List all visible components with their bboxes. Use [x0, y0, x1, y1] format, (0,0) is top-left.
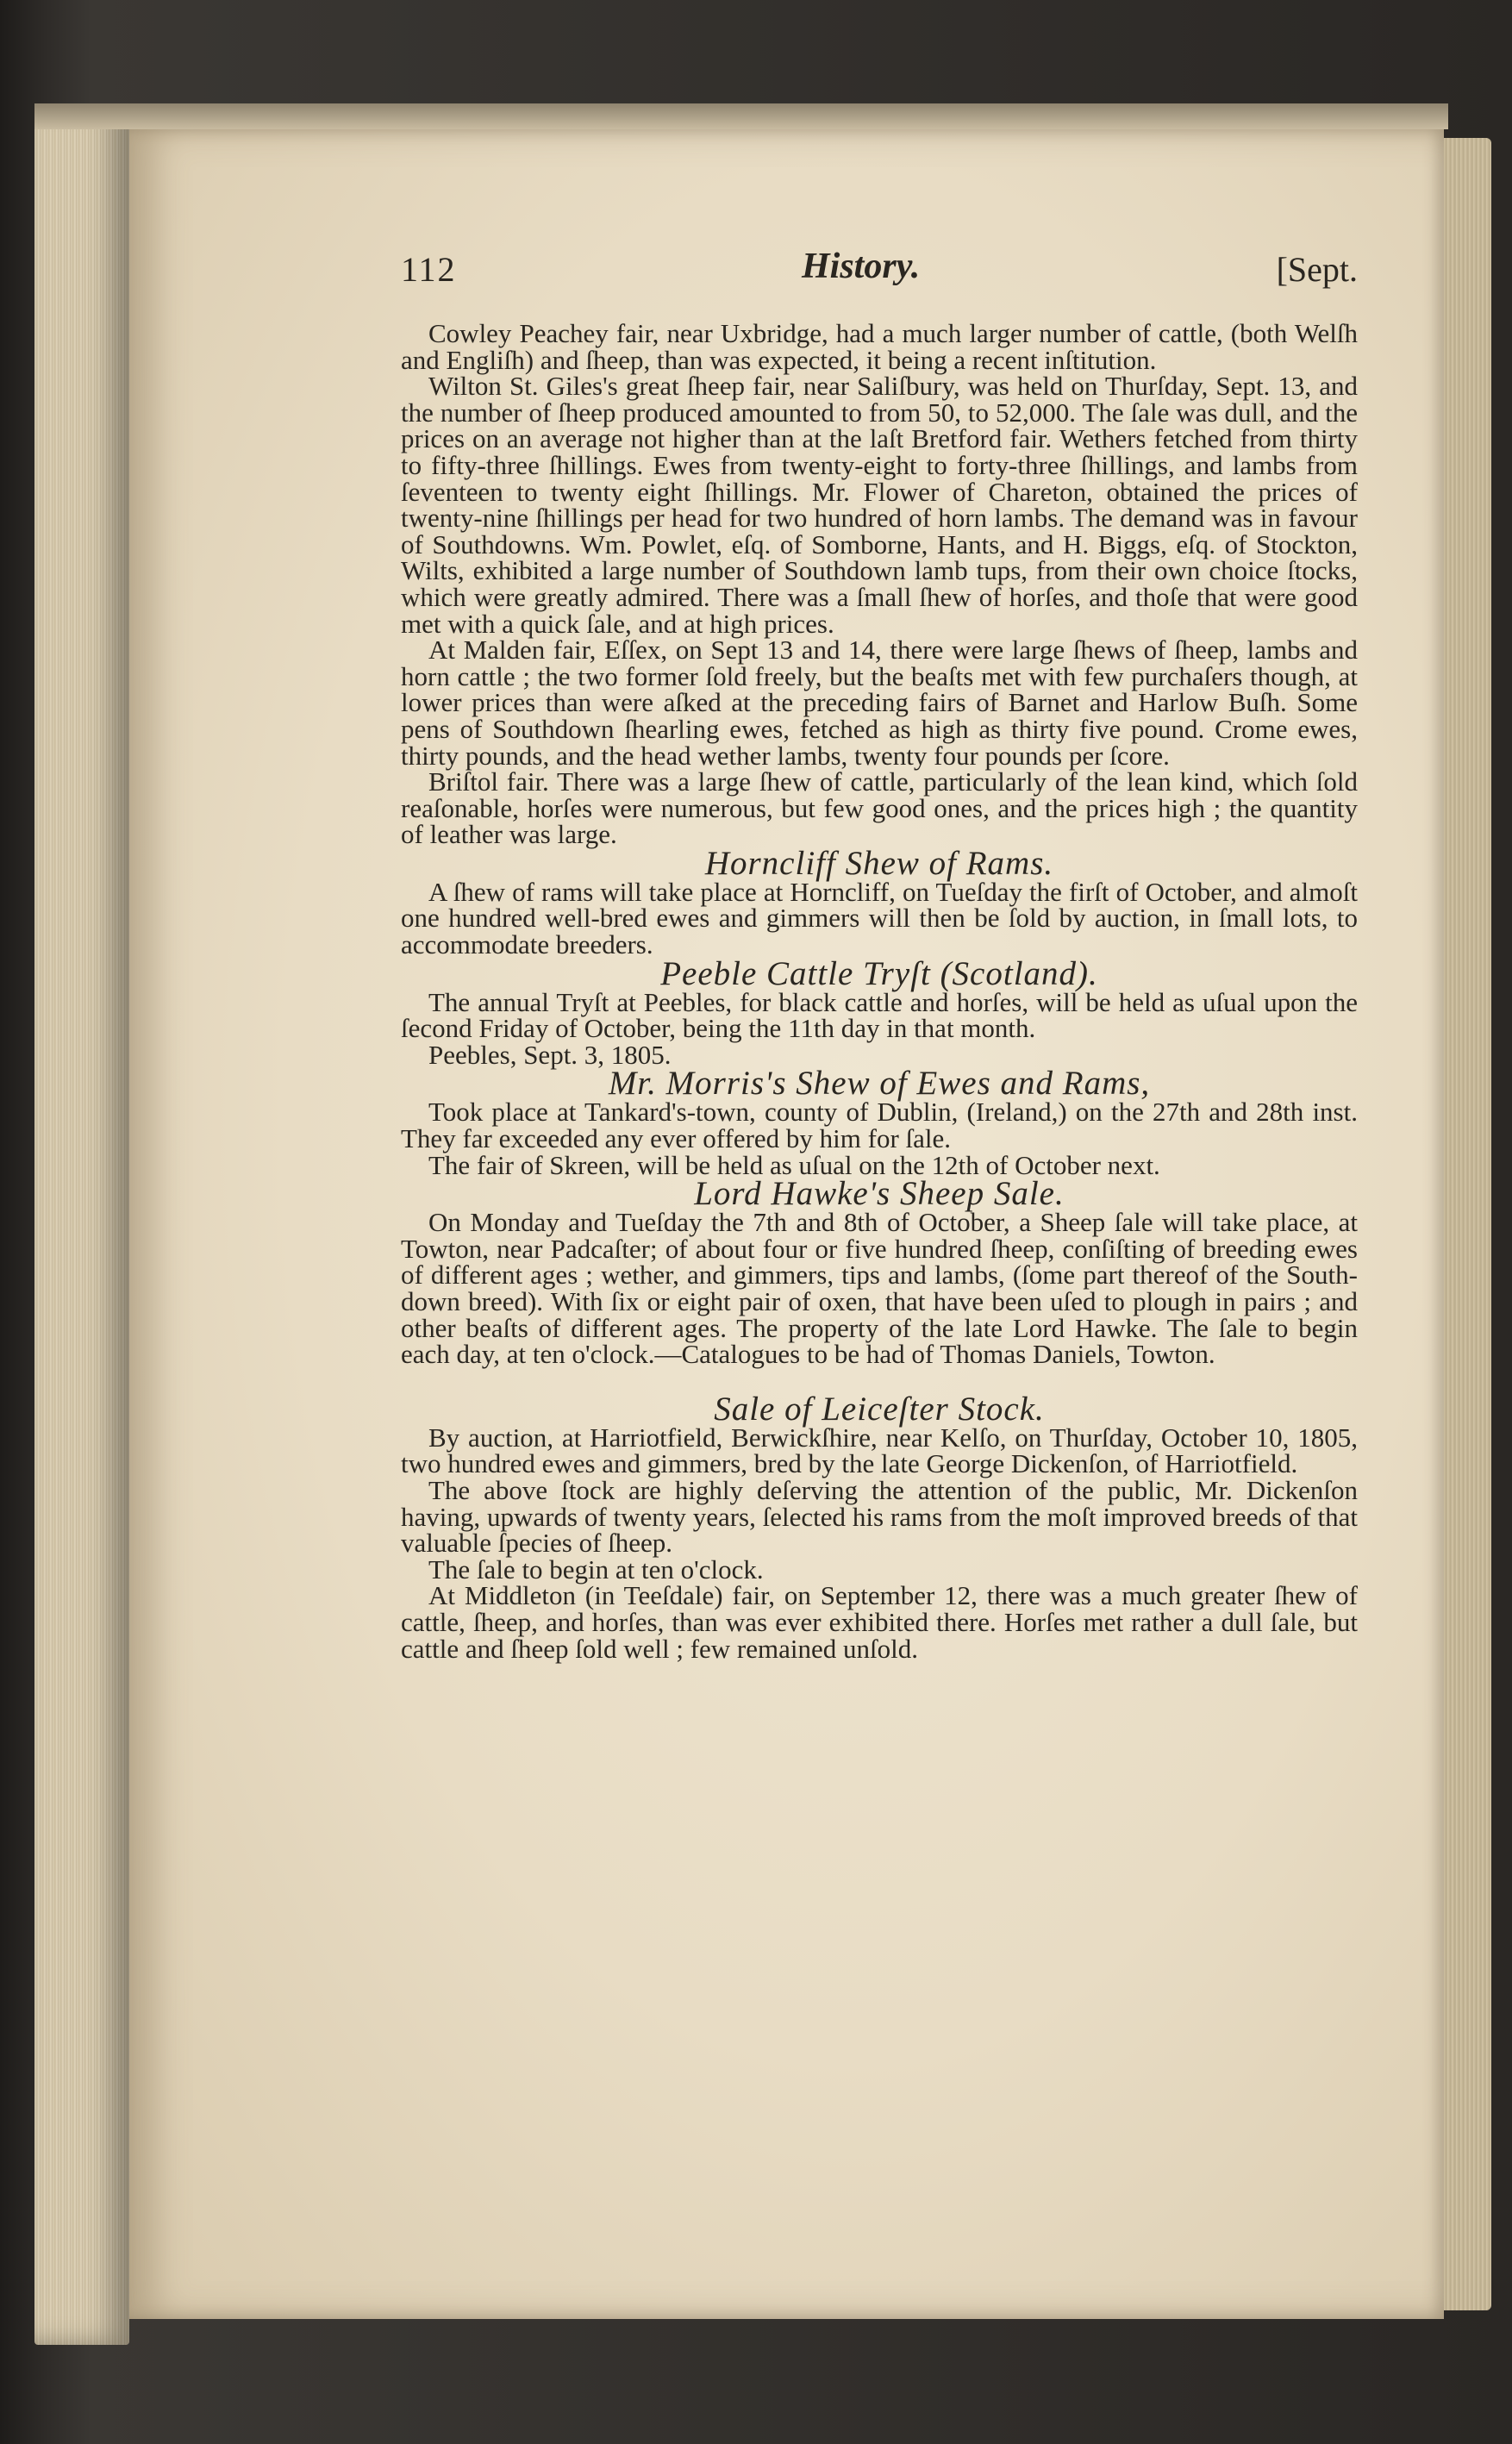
- paragraph-morris: Took place at Tankard's-town, county of Dublin, (Ireland,) on the 27th and 28th inst. They far exceeded any ever offered by him for ſale.: [401, 1097, 1358, 1154]
- running-title: History.: [802, 247, 921, 286]
- paragraph-wilton: Wilton St. Giles's great ſheep fair, near Saliſbury, was held on Thurſday, Sept. 13, and the number of ſheep produced amounted to from 50, to 52,000. The ſale was dull, and the prices on an average not higher than at the laſt Bretford fair. Wethers fetched from thirty to fifty-three ſhillings. Ewes from twenty-eight to forty-three ſhillings, and lambs from ſeventeen to twenty eight ſhillings. Mr. Flower of Chareton, obtained the prices of twenty-nine ſhillings per head for two hundred of horn lambs. The demand was in favour of Southdowns. Wm. Powlet, eſq. of Somborne, Hants, and H. Biggs, eſq. of Stockton, Wilts, exhibited a large number of Southdown lamb tups, from their own choice ſtocks, which were greatly admired. There was a ſmall ſhew of horſes, and thoſe that were good met with a quick ſale, and at high prices.: [401, 371, 1358, 639]
- heading-leicester: Sale of Leiceſter Stock.: [714, 1390, 1045, 1428]
- paragraph-peeble: The annual Tryſt at Peebles, for black cattle and horſes, will be held as uſual upon the ſecond Friday of October, being the 11th day in that month.: [401, 986, 1358, 1044]
- right-page-edges: [1444, 138, 1491, 2310]
- page-text: [401, 247, 1358, 1664]
- heading-morris: Mr. Morris's Shew of Ewes and Rams,: [608, 1065, 1151, 1103]
- paragraph-leicester-stock: The above ſtock are highly deſerving the attention of the public, Mr. Dickenſon having, upwards of twenty years, ſelected his rams from the moſt improved breeds of that valuable ſpecies of ſheep.: [401, 1474, 1358, 1559]
- running-month: [Sept.: [1276, 250, 1358, 289]
- top-page-edges: [34, 103, 1448, 129]
- paragraph-leicester-time: The ſale to begin at ten o'clock.: [428, 1553, 764, 1585]
- paragraph-horncliff: A ſhew of rams will take place at Horncliff, on Tueſday the firſt of October, and almoſt one hundred well-bred ewes and gimmers will then be ſold by auction, in ſmall lots, to accommodate breeders.: [401, 876, 1358, 960]
- paragraph-leicester-auction: By auction, at Harriotfield, Berwickſhire, near Kelſo, on Thurſday, October 10, 1805, two hundred ewes and gimmers, bred by the late George Dickenſon, of Harriotfield.: [401, 1422, 1358, 1479]
- paragraph-cowley: Cowley Peachey fair, near Uxbridge, had a much larger number of cattle, (both Welſh and Engliſh) and ſheep, than was expected, it being a recent inſtitution.: [401, 318, 1358, 375]
- paragraph-peeble-date: Peebles, Sept. 3, 1805.: [428, 1039, 672, 1070]
- page-number: 112: [401, 250, 457, 289]
- heading-horncliff: Horncliff Shew of Rams.: [704, 844, 1054, 882]
- paragraph-skreen: The fair of Skreen, will be held as uſual on the 12th of October next.: [428, 1149, 1160, 1180]
- paragraph-middleton: At Middleton (in Teeſdale) fair, on September 12, there was a much greater ſhew of cattle, ſheep, and horſes, than was ever exhibited there. Horſes met rather a dull ſale, but cattle and ſheep ſold well ; few remained unſold.: [401, 1580, 1358, 1664]
- paragraph-malden: At Malden fair, Eſſex, on Sept 13 and 14, there were large ſhews of ſheep, lambs and horn cattle ; the two former ſold freely, but the beaſts met with few purchaſers though, at lower prices than were aſked at the preceding fairs of Barnet and Harlow Buſh. Some pens of Southdown ſhearling ewes, fetched as high as thirty five pound. Crome ewes, thirty pounds, and the head wether lambs, twenty four pounds per ſcore.: [401, 634, 1358, 771]
- paragraph-bristol: Briſtol fair. There was a large ſhew of cattle, particularly of the lean kind, which ſold reaſonable, horſes were numerous, but few good ones, and the prices high ; the quantity of leather was large.: [401, 766, 1358, 850]
- heading-peeble: Peeble Cattle Tryſt (Scotland).: [660, 954, 1098, 992]
- paragraph-hawke: On Monday and Tueſday the 7th and 8th of October, a Sheep ſale will take place, at Towton, near Padcaſter; of about four or five hundred ſheep, conſiſting of breeding ewes of different ages ; wether, and gimmers, tips and lambs, (ſome part thereof of the South-down breed). With ſix or eight pair of oxen, that have been uſed to plough in pairs ; and other beaſts of different ages. The property of the late Lord Hawke. The ſale to begin each day, at ten o'clock.—Catalogues to be had of Thomas Daniels, Towton.: [401, 1207, 1358, 1370]
- heading-hawke: Lord Hawke's Sheep Sale.: [694, 1175, 1065, 1213]
- left-page-edges: [34, 103, 129, 2345]
- page-header: [401, 247, 1358, 303]
